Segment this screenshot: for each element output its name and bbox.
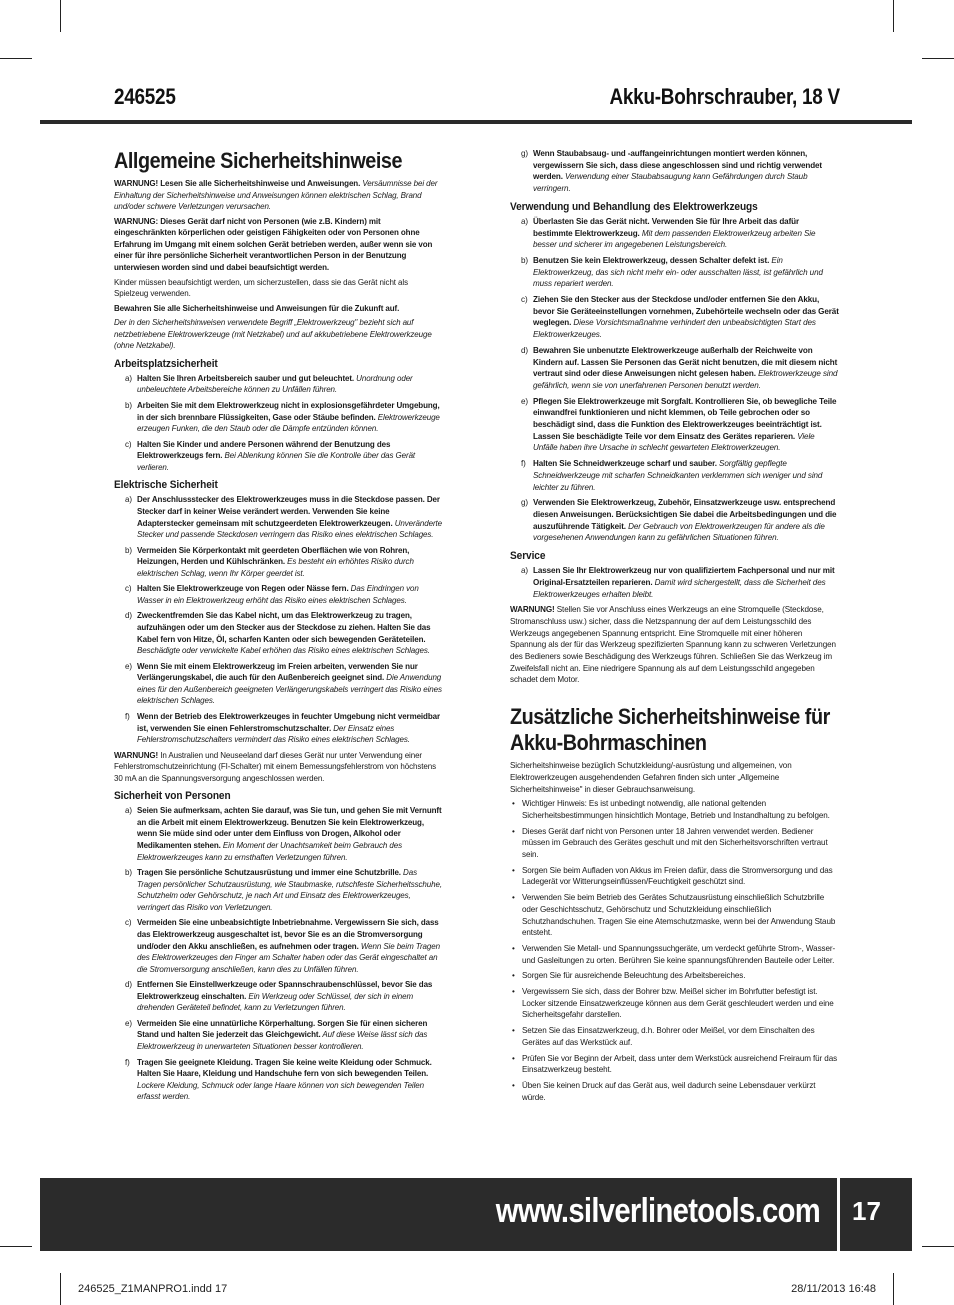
item-italic: Elektrowerkzeuge sind gefährlich, wenn sie von unerfahrenen Personen benutzt werden. [533, 369, 838, 390]
body-paragraph: Kinder müssen beaufsichtigt werden, um sicherzustellen, dass sie das Gerät nicht als Spielzeug verwenden. [114, 277, 408, 299]
bullet-item [510, 892, 840, 939]
footer-bar [40, 1178, 912, 1251]
bullet-icon: • [512, 971, 515, 981]
item-italic: Es besteht ein erhöhtes Risiko durch elektrischen Schlag, wenn Ihr Körper geerdet ist. [137, 557, 414, 578]
item-italic: Viele Unfälle haben ihre Ursache in schlecht gewarteten Elektrowerkzeugen. [533, 431, 815, 453]
item-bold: Tragen Sie persönliche Schutzausrüstung und immer eine Schutzbrille. [137, 868, 401, 878]
list-item [510, 458, 840, 493]
item-letter: g) [521, 498, 528, 508]
item-bold: Vermeiden Sie Körperkontakt mit geerdeten Oberflächen wie von Rohren, Heizungen, Herden und Kühlschränken. [137, 545, 410, 567]
subsection-heading: Service [510, 550, 546, 563]
item-bold: Vermeiden Sie eine unnatürliche Körperhaltung. Sorgen Sie für einen sicheren Stand und halten Sie jederzeit das Gleichgewicht. [137, 1018, 428, 1040]
list-item [114, 917, 442, 975]
warning-paragraph [114, 750, 442, 785]
item-italic: Lockere Kleidung, Schmuck oder lange Haare können von sich bewegenden Teilen erfasst werden. [137, 1080, 424, 1102]
item-italic: Das Tragen persönlicher Schutzausrüstung, wie Staubmaske, rutschfeste Sicherheitsschuhe, Schutzhelm oder Gehörschutz, je nach Art und Einsatz des Elektrowerkzeuges, verringert das Risiko von Verletzungen. [137, 868, 442, 912]
item-letter: b) [125, 401, 132, 410]
list-item [114, 1018, 442, 1053]
item-letter: a) [125, 495, 132, 505]
warning-text: In Australien und Neuseeland darf dieses Gerät nur unter Verwendung einer Fehlerstromschutzeinrichtung (FI-Schalter) mit einem Bemessungsfehlerstrom von höchstens 30 mA an die Spannungsversorgung angeschlossen werden. [114, 750, 436, 783]
item-letter: c) [125, 918, 132, 928]
crop-mark [60, 0, 61, 32]
bullet-icon: • [512, 865, 515, 875]
left-column [114, 148, 442, 1107]
list-item [114, 373, 442, 396]
bullet-text: Sorgen Sie beim Aufladen von Akkus im Freien dafür, dass die Stromversorgung und das Ladegerät vor Witterungseinflüssen/Feuchtigkeit geschützt sind. [522, 865, 833, 887]
bullet-icon: • [512, 987, 515, 997]
item-bold: Überlasten Sie das Gerät nicht. Verwenden Sie für Ihre Arbeit das dafür bestimmte Elektrowerkzeug. [533, 216, 800, 238]
item-italic: Bei Ablenkung können Sie die Kontrolle über das Gerät verlieren. [137, 451, 416, 472]
item-letter: f) [125, 1057, 130, 1067]
list-item [114, 805, 442, 863]
item-letter: b) [125, 545, 132, 555]
item-italic: Das Eindringen von Wasser in ein Elektrowerkzeug erhöht das Risiko eines elektrischen Schlages. [137, 584, 419, 605]
item-letter: e) [125, 1018, 132, 1028]
item-letter: a) [521, 566, 528, 576]
item-italic: Verwendung einer Staubabsaugung kann Gefährdungen durch Staub verringern. [533, 172, 808, 194]
website-link[interactable]: www.silverlinetools.com [495, 1192, 820, 1230]
bullet-icon: • [512, 826, 515, 836]
item-bold: Seien Sie aufmerksam, achten Sie darauf, was Sie tun, und gehen Sie mit Vernunft an die Arbeit mit einem Elektrowerkzeug. Benutzen Sie kein Elektrowerkzeug, wenn Sie müde sind oder unter dem Einfluss von Drogen, Alkohol oder Medikamenten stehen. [137, 806, 442, 850]
item-italic: Ein Werkzeug oder Schlüssel, der sich in einem drehenden Geräteteil befindet, kann zu Verletzungen führen. [137, 991, 414, 1013]
item-bold: Halten Sie Ihren Arbeitsbereich sauber und gut beleuchtet. [137, 373, 355, 383]
item-letter: a) [521, 216, 528, 226]
warning-bold: WARNUNG! Lesen Sie alle Sicherheitshinweise und Anweisungen. [114, 179, 361, 188]
bullet-text: Sorgen Sie für ausreichende Beleuchtung des Arbeitsbereiches. [522, 971, 746, 981]
warning-paragraph: WARNUNG: Dieses Gerät darf nicht von Personen (wie z.B. Kindern) mit eingeschränkten körperlichen oder geistigen Fähigkeiten oder von Personen ohne Erfahrung im Umgang mit einem solchen Gerät betrieben werden, außer wenn sie von einer für ihre persönliche Sicherheit verantwortlichen Person in der Benutzung unterwiesen worden sind und dabei beaufsichtigt werden. [114, 216, 433, 272]
list-item [114, 610, 442, 656]
item-bold: Arbeiten Sie mit dem Elektrowerkzeug nicht in explosionsgefährdeter Umgebung, in der sich brennbare Flüssigkeiten, Gase oder Stäube befinden. [137, 401, 440, 422]
body-paragraph: Bewahren Sie alle Sicherheitshinweise und Anweisungen für die Zukunft auf. [114, 303, 400, 313]
item-letter: b) [521, 255, 528, 265]
crop-mark [893, 1273, 894, 1305]
footer-separator [837, 1178, 840, 1251]
item-bold: Vermeiden Sie eine unbeabsichtigte Inbetriebnahme. Vergewissern Sie sich, dass das Elektrowerkzeug ausgeschaltet ist, bevor Sie es an die Stromversorgung und/oder den Akku anschließen, es aufnehmen oder tragen. [137, 918, 439, 951]
item-letter: d) [125, 980, 132, 990]
subsection-heading: Arbeitsplatzsicherheit [114, 357, 218, 370]
item-letter: e) [521, 396, 528, 406]
list-item [510, 345, 840, 392]
bullet-item [510, 826, 840, 861]
warning-paragraph [114, 178, 442, 213]
item-italic: Unveränderte Stecker und passende Steckdosen verringern das Risiko eines elektrischen Schlages. [137, 518, 442, 540]
crop-mark [60, 1273, 61, 1305]
item-letter: c) [125, 439, 132, 449]
list-item [114, 867, 442, 913]
list-item [114, 711, 442, 746]
bullet-icon: • [512, 1026, 515, 1036]
subsection-heading: Sicherheit von Personen [114, 790, 231, 803]
item-bold: Wenn Sie mit einem Elektrowerkzeug im Freien arbeiten, verwenden Sie nur Verlängerungskabel, die auch für den Außenbereich geeignet sind. [137, 661, 418, 683]
item-italic: Ein Moment der Unachtsamkeit beim Gebrauch des Elektrowerkzeuges kann zu ernsthaften Verletzungen führen. [137, 841, 402, 862]
item-bold: Bewahren Sie unbenutzte Elektrowerkzeuge außerhalb der Reichweite von Kindern auf. Lassen Sie Personen das Gerät nicht benutzen, die mit diesem nicht vertraut sind oder diese Anweisungen nicht gelesen haben. [533, 345, 838, 379]
bullet-text: Setzen Sie das Einsatzwerkzeug, d.h. Bohrer oder Meißel, vor dem Einschalten des Gerätes auf das Werkstück auf. [522, 1026, 815, 1047]
item-italic: Elektrowerkzeuge erzeugen Funken, die den Staub oder die Dämpfe entzünden können. [137, 412, 440, 434]
product-title: Akku-Bohrschrauber, 18 V [609, 84, 840, 109]
item-italic: Auf diese Weise lässt sich das Elektrowerkzeug in unerwarteten Situationen besser kontrollieren. [137, 1030, 428, 1051]
item-italic: Sorgfältig gepflegte Schneidwerkzeuge mit scharfen Schneidkanten verklemmen sich weniger und sind leichter zu führen. [533, 459, 823, 492]
crop-mark [922, 1246, 954, 1247]
warning-bold: WARNUNG! [510, 605, 555, 615]
warning-text: Stellen Sie vor Anschluss eines Werkzeugs an eine Stromquelle (Steckdose, Stromanschluss usw.) sicher, dass die Netzspannung der auf dem Leistungsschild des Werkzeugs angegebenen Spannung entspricht. Eine Stromquelle mit einer höheren Spannung als der für das Werkzeug spezifizierten Spannung kann zu schweren Verletzungen des Bedieners sowie Beschädigung des Werkzeugs führen. Schließen Sie das Werkzeug im Zweifelsfall nicht an. Eine niedrigere Spannung als auf dem Leistungsschild angegeben schadet dem Motor. [510, 605, 836, 685]
item-bold: Halten Sie Schneidwerkzeuge scharf und sauber. [533, 459, 717, 469]
slug-filename: 246525_Z1MANPRO1.indd 17 [78, 1283, 228, 1295]
item-letter: b) [125, 868, 132, 878]
bullet-icon: • [512, 893, 515, 903]
item-letter: f) [125, 711, 130, 721]
item-bold: Halten Sie Kinder und andere Personen während der Benutzung des Elektrowerkzeugs fern. [137, 439, 391, 461]
list-item [114, 439, 442, 474]
item-italic: Wenn Sie beim Tragen des Elektrowerkzeuges den Finger am Schalter haben oder das Gerät eingeschaltet an die Stromversorgung anschließen, kann dies zu Unfällen führen. [137, 941, 440, 974]
item-italic: Der Einsatz eines Fehlerstromschutzschalters vermindert das Risiko eines elektrischen Schlages. [137, 723, 410, 745]
list-item [510, 294, 840, 341]
bullet-icon: • [512, 799, 515, 809]
bullet-item [510, 798, 840, 821]
item-letter: f) [521, 459, 526, 469]
item-italic: Damit wird sichergestellt, dass die Sicherheit des Elektrowerkzeuges erhalten bleibt. [533, 577, 826, 599]
bullet-item [510, 865, 840, 888]
crop-mark [893, 0, 894, 32]
subsection-heading: Verwendung und Behandlung des Elektrowerkzeugs [510, 200, 758, 213]
list-item [114, 1057, 442, 1103]
bullet-text: Üben Sie keinen Druck auf das Gerät aus, weil dadurch seine Lebensdauer verkürzt würde. [522, 1081, 816, 1102]
bullet-item [510, 970, 840, 982]
list-item [510, 216, 840, 251]
bullet-item [510, 986, 840, 1021]
item-letter: c) [125, 584, 132, 594]
item-bold: Tragen Sie geeignete Kleidung. Tragen Sie keine weite Kleidung oder Schmuck. Halten Sie Haare, Kleidung und Handschuhe fern von sich bewegenden Teilen. [137, 1057, 432, 1079]
list-item [510, 497, 840, 544]
item-italic: Die Anwendung eines für den Außenbereich geeigneten Verlängerungskabels verringert das Risiko eines elektrischen Schlages. [137, 673, 442, 706]
item-letter: a) [125, 373, 132, 383]
item-letter: c) [521, 295, 528, 305]
list-item [510, 148, 840, 195]
item-letter: d) [125, 611, 132, 621]
bullet-item [510, 1080, 840, 1103]
list-item [510, 396, 840, 455]
item-italic: Mit dem passenden Elektrowerkzeug arbeiten Sie besser und sicherer im angegebenen Leistungsbereich. [533, 228, 816, 250]
item-bold: Ziehen Sie den Stecker aus der Steckdose und/oder entfernen Sie den Akku, bevor Sie Geräteeinstellungen vornehmen, Zubehörteile wechseln oder das Gerät weglegen. [533, 295, 839, 328]
bullet-icon: • [512, 1081, 515, 1090]
item-bold: Benutzen Sie kein Elektrowerkzeug, dessen Schalter defekt ist. [533, 255, 770, 265]
bullet-text: Prüfen Sie vor Beginn der Arbeit, dass unter dem Werkstück ausreichend Freiraum für das Einsatzwerkzeug besteht. [522, 1053, 838, 1075]
item-bold: Der Anschlussstecker des Elektrowerkzeuges muss in die Steckdose passen. Der Stecker darf in keiner Weise verändert werden. Verwenden Sie keine Adapterstecker gemeinsam mit schutzgeerdeten Elektrowerkzeugen. [137, 495, 440, 528]
item-bold: Pflegen Sie Elektrowerkzeuge mit Sorgfalt. Kontrollieren Sie, ob bewegliche Teile einwandfrei funktionieren und nicht klemmen, ob Teile gebrochen oder so beschädigt sind, dass die Funktion des Elektrowerkzeuges beeinträchtigt ist. Lassen Sie beschädigte Teile vor dem Einsatz des Gerätes reparieren. [533, 396, 837, 441]
list-item [114, 545, 442, 580]
bullet-item [510, 1025, 840, 1048]
model-number: 246525 [114, 84, 176, 109]
item-italic: Ein Elektrowerkzeug, das sich nicht mehr ein- oder ausschalten lässt, ist gefährlich und muss repariert werden. [533, 255, 823, 289]
bullet-list [510, 798, 840, 1103]
item-bold: Verwenden Sie Elektrowerkzeug, Zubehör, Einsatzwerkzeuge usw. entsprechend diesen Anweisungen. Berücksichtigen Sie dabei die Arbeitsbedingungen und die auszuführende Tätigkeit. [533, 498, 837, 531]
bullet-item [510, 1053, 840, 1076]
section-heading: Allgemeine Sicherheitshinweise [114, 148, 403, 173]
bullet-text: Verwenden Sie beim Betrieb des Gerätes Schutzausrüstung einschließlich Schutzbrille oder Geschichtsschutz, Gehörschutz und Schutzkleidung einschließlich Schutzhandschuhen. Tragen Sie eine Atemschutzmaske, wenn bei der Anwendung Staub entsteht. [522, 893, 836, 938]
list-item [510, 565, 840, 600]
item-italic: Beschädigte oder verwickelte Kabel erhöhen das Risiko eines elektrischen Schlages. [137, 646, 430, 656]
item-italic: Diese Vorsichtsmaßnahme verhindert den unbeabsichtigten Start des Elektrowerkzeuges. [533, 318, 816, 340]
header-rule [40, 120, 912, 124]
crop-mark [0, 58, 32, 59]
right-column [510, 148, 840, 1107]
page-number: 17 [852, 1196, 881, 1226]
bullet-icon: • [512, 1053, 515, 1063]
warning-italic: Versäumnisse bei der Einhaltung der Sicherheitshinweise und Anweisungen können elektrischen Schlag, Brand und/oder schwere Verletzungen verursachen. [114, 179, 438, 212]
subsection-heading: Elektrische Sicherheit [114, 479, 218, 492]
list-item [114, 583, 442, 606]
list-item [510, 255, 840, 290]
item-letter: e) [125, 661, 132, 671]
list-item [114, 494, 442, 540]
list-item [114, 400, 442, 435]
item-bold: Entfernen Sie Einstellwerkzeuge oder Spannschraubenschlüssel, bevor Sie das Elektrowerkzeug einschalten. [137, 980, 433, 1001]
warning-bold: WARNUNG! [114, 750, 159, 760]
bullet-icon: • [512, 943, 515, 953]
item-italic: Unordnung oder unbeleuchtete Arbeitsbereiche können zu Unfällen führen. [137, 373, 413, 395]
section-heading-2: Zusätzliche Sicherheitshinweise für Akku-Bohrmaschinen [510, 704, 830, 756]
bullet-text: Dieses Gerät darf nicht von Personen unter 18 Jahren verwendet werden. Bediener müssen im Gebrauch des Gerätes geschult und mit den Sicherheitsvorschriften vertraut sein. [522, 826, 828, 860]
list-item [114, 979, 442, 1014]
item-italic: Der Gebrauch von Elektrowerkzeugen für andere als die vorgesehenen Anwendungen kann zu gefährlichen Situationen führen. [533, 521, 825, 543]
item-bold: Wenn Staubabsaug- und -auffangeinrichtungen montiert werden können, vergewissern Sie sich, dass diese angeschlossen sind und richtig verwendet werden. [533, 149, 823, 182]
item-bold: Wenn der Betrieb des Elektrowerkzeuges in feuchter Umgebung nicht vermeidbar ist, verwenden Sie einen Fehlerstromschutzschalter. [137, 711, 440, 733]
item-letter: g) [521, 149, 528, 158]
crop-mark [0, 1246, 32, 1247]
warning-paragraph [510, 604, 840, 686]
bullet-item [510, 943, 840, 966]
bullet-text: Wichtiger Hinweis: Es ist unbedingt notwendig, alle national geltenden Sicherheitsbestimmungen hinsichtlich Montage, Betrieb und Instandhaltung zu befolgen. [522, 799, 830, 820]
item-letter: a) [125, 806, 132, 816]
intro-paragraph: Sicherheitshinweise bezüglich Schutzkleidung/-ausrüstung und allgemeinen, von Elektrowerkzeugen ausgehendenden Gefahren finden sich unter „Allgemeine Sicherheitshinweise" in dieser Gebrauchsanweisung. [510, 761, 792, 794]
item-bold: Zweckentfremden Sie das Kabel nicht, um das Elektrowerkzeug zu tragen, aufzuhängen oder um den Stecker aus der Steckdose zu ziehen. Halten Sie das Kabel fern von Hitze, Öl, scharfen Kanten oder sich bewegenden Geräteteilen. [137, 611, 431, 644]
item-bold: Lassen Sie Ihr Elektrowerkzeug nur von qualifiziertem Fachpersonal und nur mit Original-Ersatzteilen reparieren. [533, 566, 835, 587]
slug-date: 28/11/2013 16:48 [791, 1283, 876, 1295]
crop-mark [922, 58, 954, 59]
body-paragraph: Der in den Sicherheitshinweisen verwendete Begriff „Elektrowerkzeug" bezieht sich auf netzbetriebene Elektrowerkzeuge (mit Netzkabel) und auf akkubetriebene Elektrowerkzeuge (ohne Netzkabel). [114, 318, 432, 351]
list-item [114, 661, 442, 707]
item-letter: d) [521, 345, 528, 355]
bullet-text: Vergewissern Sie sich, dass der Bohrer bzw. Meißel sicher im Bohrfutter befestigt ist. Locker sitzende Einsatzwerkzeuge können aus dem Gerät geschleudert werden und eine Sicherheitsgefahr darstellen. [522, 987, 834, 1020]
item-bold: Halten Sie Elektrowerkzeuge von Regen oder Nässe fern. [137, 584, 349, 594]
bullet-text: Verwenden Sie Metall- und Spannungssuchgeräte, um verdeckt geführte Strom-, Wasser- und Gasleitungen zu orten. Berühren Sie keine spannungsführenden Bauteile oder Leiter. [522, 943, 836, 965]
